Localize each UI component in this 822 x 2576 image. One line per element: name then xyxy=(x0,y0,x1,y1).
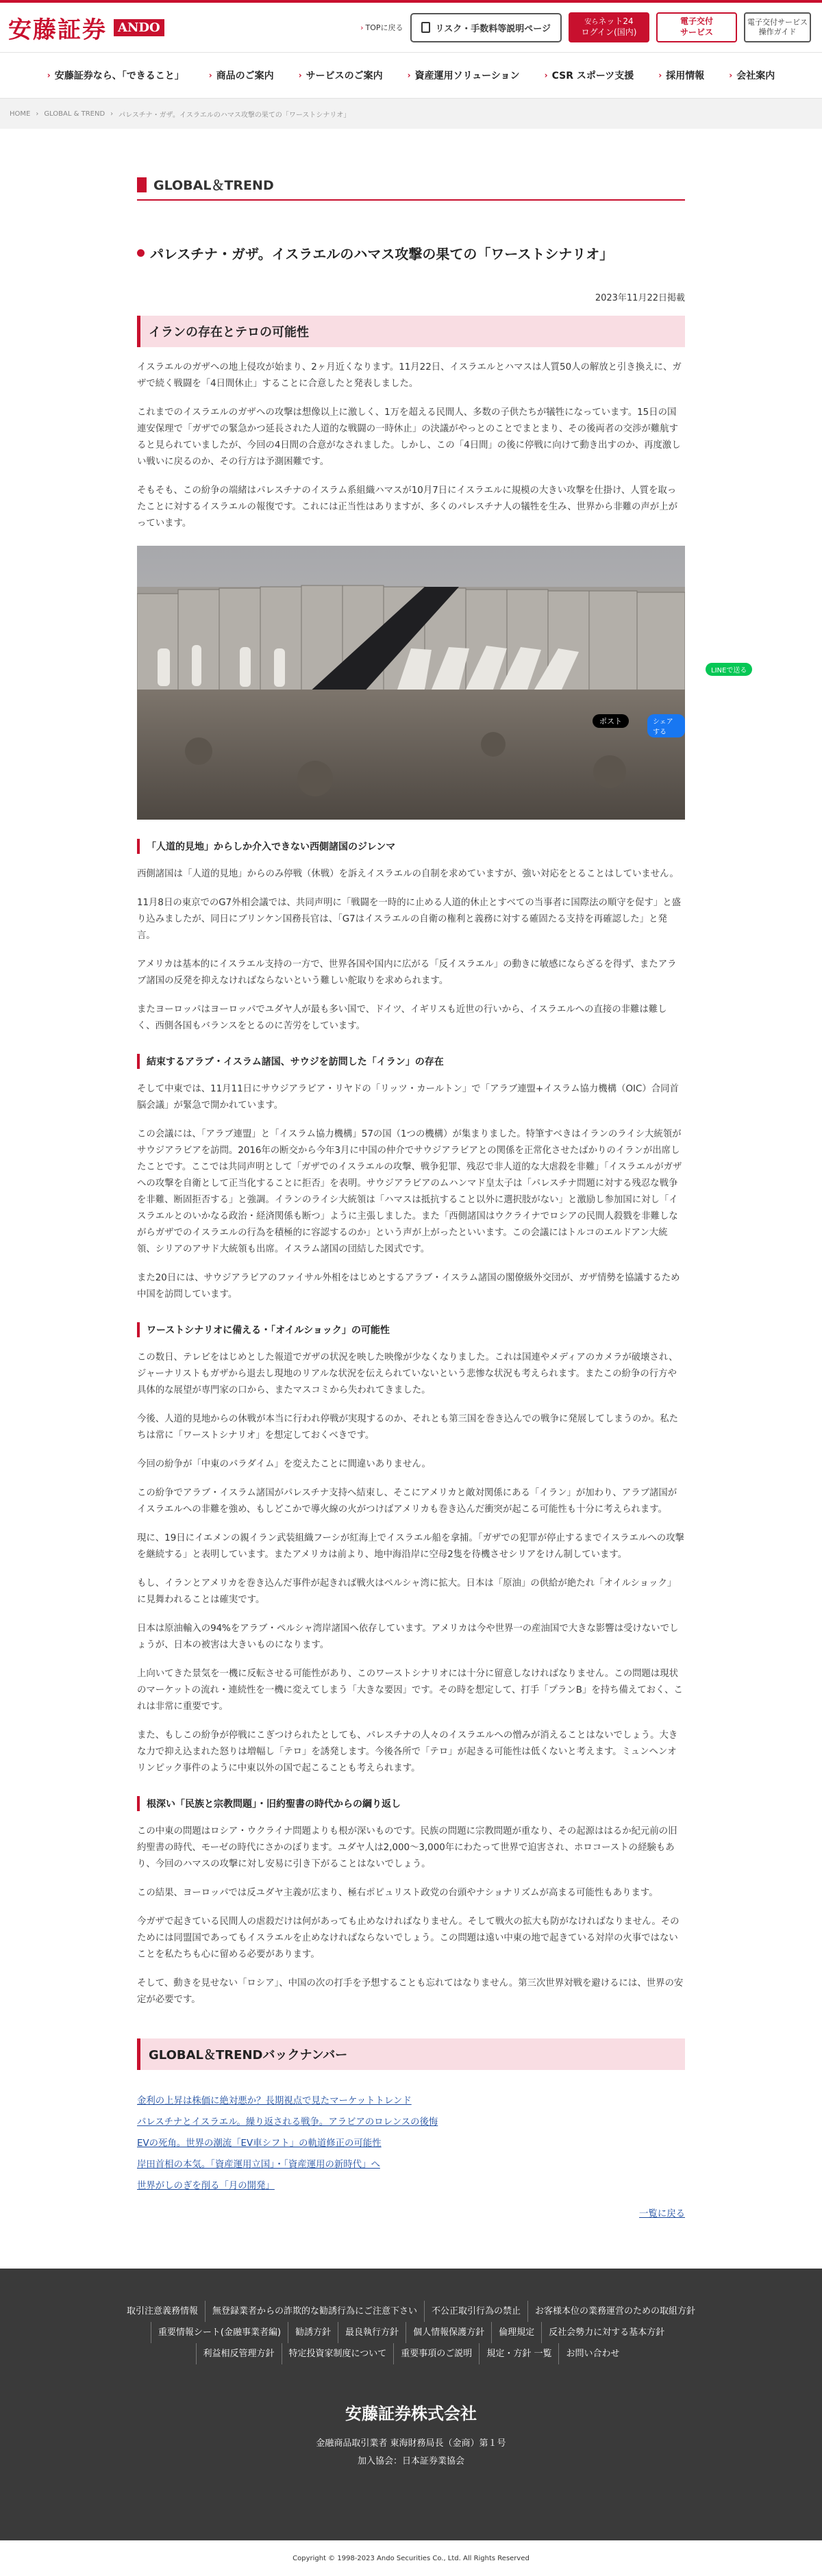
article-subheading: ワーストシナリオに備える・「オイルショック」の可能性 xyxy=(137,1322,685,1337)
nav-item-features[interactable] xyxy=(35,68,197,82)
paragraph: もし、イランとアメリカを巻き込んだ事件が起きれば戦火はペルシャ湾に拡大。日本は「原油」の供給が絶たれ「オイルショック」に見舞われることは確実です。 xyxy=(137,1578,677,1605)
paragraph: アメリカは基本的にイスラエル支持の一方で、世界各国や国内に広がる「反イスラエル」の動きに敏感にならざるを得ず、またアラブ諸国の反発を抑えなければならないという難しい舵取りを求められます。 xyxy=(137,959,677,986)
chevron-right-icon: › xyxy=(47,71,51,80)
share-facebook-button[interactable]: シェアする xyxy=(647,714,685,737)
document-icon xyxy=(421,22,430,33)
chevron-right-icon: › xyxy=(208,71,212,80)
breadcrumb-home[interactable]: HOME xyxy=(10,110,31,118)
e-delivery-guide-button[interactable] xyxy=(744,12,811,42)
nav-item-csr[interactable] xyxy=(532,68,647,82)
paragraph: 日本は原油輸入の94%をアラブ・ペルシャ湾岸諸国へ依存しています。アメリカは今や世界一の産油国で大きな影響は受けないでしょうが、日本の被害は大きいものになります。 xyxy=(137,1624,679,1650)
back-to-list xyxy=(137,2206,685,2219)
net-login-line1: ネット24 xyxy=(598,16,634,27)
logo-kanji: 安藤証券 xyxy=(8,16,107,44)
article-title-text: パレスチナ・ガザ。イスラエルのハマス攻撃の果ての「ワーストシナリオ」 xyxy=(150,246,614,262)
net-login-button[interactable] xyxy=(569,12,649,42)
chevron-right-icon: › xyxy=(298,71,302,80)
footer-links xyxy=(68,2301,754,2364)
backnumber-link[interactable]: 世界がしのぎを削る「月の開発」 xyxy=(137,2181,275,2191)
paragraph: 今回の紛争が「中東のパラダイム」を変えたことに間違いありません。 xyxy=(137,1459,431,1469)
logo[interactable] xyxy=(8,11,164,45)
nav-item-solutions[interactable] xyxy=(395,68,532,82)
footer-link[interactable]: 重要事項のご説明 xyxy=(393,2343,479,2364)
backnumber-list xyxy=(137,2091,685,2197)
backnumber-link[interactable]: EVの死角。世界の潮流「EV車シフト」の軌道修正の可能性 xyxy=(137,2138,382,2149)
arrow-right-icon: › xyxy=(360,23,364,32)
nav-item-label: CSR スポーツ支援 xyxy=(551,71,634,81)
footer-link[interactable]: 倫理規定 xyxy=(491,2322,541,2343)
article-heading: イランの存在とテロの可能性 xyxy=(137,316,685,347)
top-link[interactable] xyxy=(360,22,403,33)
e-delivery-button[interactable] xyxy=(656,12,737,42)
main-nav xyxy=(0,52,822,99)
nav-item-label: 安藤証券なら、「できること」 xyxy=(54,71,184,81)
paragraph: 今ガザで起きている民間人の虐殺だけは何があっても止めなければなりません。そして戦火の拡大も防がなければなりません。そのためには同盟国であってもイスラエルを止めなければならないでしょう。この問題は遠い中東の地で起きている対岸の火事ではないことを私たちも心に留める必要があります。 xyxy=(137,1917,680,1960)
paragraph: 11月8日の東京でのG7外相会議では、共同声明に「戦闘を一時的に止める人道的休止とすべての当事者に国際法の順守を促す」と盛り込みましたが、同日にブリンケン国務長官は、「G7はイスラエルの自衛の権利と義務に対する確固たる支持を再確認した」と発言。 xyxy=(137,898,682,941)
backnumber-link[interactable]: 金利の上昇は株価に絶対悪か？長期視点で見たマーケットトレンド xyxy=(137,2096,412,2106)
company-name: 安藤証券株式会社 xyxy=(345,2404,477,2423)
footer-link[interactable]: 規定・方針 一覧 xyxy=(479,2343,558,2364)
paragraph: この中東の問題はロシア・ウクライナ問題よりも根が深いものです。民族の問題に宗教問題が重なり、その起源ははるか紀元前の旧約聖書の時代、モーゼの時代にさかのぼります。ユダヤ人は2,000～3,000年にわたって世界で迫害され、ホロコーストの経験もあり、今回のハマスの攻撃に対し安易に引き下がることはないでしょう。 xyxy=(137,1826,677,1869)
paragraph: イスラエルのガザへの地上侵攻が始まり、2ヶ月近くなります。11月22日、イスラエルとハマスは人質50人の解放と引き換えに、ガザで続く戦闘を「4日間休止」することに合意したと発表しました。 xyxy=(137,362,682,389)
footer-link[interactable]: 特定投資家制度について xyxy=(282,2343,394,2364)
paragraph: この会議には、「アラブ連盟」と「イスラム協力機構」57の国（1つの機構）が集まりました。特筆すべきはイランのライシ大統領がサウジアラビアを訪問。2016年の断交から今年3月に中国の仲介でサウジアラビアとの関係を正常化させたばかりのイランが出席したことです。ここでは共同声明として「ガザでのイスラエルの攻撃、戦争犯罪、残忍で非人道的な大虐殺を非難」「イスラエルがガザへの攻撃を自衛として正当化することに拒否」を表明。サウジアラビアのムハンマド皇太子は「パレスチナ問題に対する残忍な戦争を非難、断固拒否する」と強調。イランのライシ大統領は「ハマスは抵抗すること以外に選択肢がない」と激励し参加国に対し「イスラエルとのいかなる政治・経済関係も断つ」ように主張しました。また「西側諸国はウクライナでロシアの民間人殺戮を非難しながらガザでのイスラエルの行為を積極的に容認するのか」という声が上がったといいます。この会議にはトルコのエルドアン大統領、シリアのアサド大統領も出席。イスラム諸国の団結した図式です。 xyxy=(137,1129,682,1254)
footer-link[interactable]: 重要情報シート(金融事業者編) xyxy=(151,2322,288,2343)
footer-link[interactable]: 無登録業者からの詐欺的な勧誘行為にご注意下さい xyxy=(205,2301,424,2322)
footer-link[interactable]: 反社会勢力に対する基本方針 xyxy=(541,2322,671,2343)
chevron-right-icon: › xyxy=(729,71,733,80)
nav-item-label: 資産運用ソリューション xyxy=(414,71,520,81)
backnumber-heading: GLOBAL＆TRENDバックナンバー xyxy=(137,2038,685,2070)
footer-link[interactable]: 最良執行方針 xyxy=(338,2322,406,2343)
footer-link[interactable]: 取引注意義務情報 xyxy=(126,2306,198,2316)
breadcrumb-section[interactable]: GLOBAL & TREND xyxy=(44,110,105,118)
e-delivery-guide-line1: 電子交付サービス xyxy=(747,17,808,27)
paragraph: 上向いてきた景気を一機に反転させる可能性があり、このワーストシナリオには十分に留意しなければなりません。この問題は現状のマーケットの流れ・連続性を一機に変えてしまう「大きな要因」です。その時を想定して、打手「プランB」を持ち備えておく、これは非常に重要です。 xyxy=(137,1669,683,1712)
separation-wall-image xyxy=(137,546,685,820)
breadcrumb-current: パレスチナ・ガザ。イスラエルのハマス攻撃の果ての「ワーストシナリオ」 xyxy=(119,111,351,119)
registration-number: 金融商品取引業者 東海財務局長（金商）第１号 xyxy=(316,2438,506,2449)
e-delivery-line1: 電子交付 xyxy=(680,16,713,27)
article-subheading: 結束するアラブ・イスラム諸国、サウジを訪問した「イラン」の存在 xyxy=(137,1054,685,1069)
registration-info xyxy=(0,2435,822,2471)
breadcrumb-separator: › xyxy=(36,110,39,118)
site-header xyxy=(0,0,822,52)
e-delivery-guide-line2: 操作ガイド xyxy=(758,27,797,36)
paragraph: これまでのイスラエルのガザへの攻撃は想像以上に激しく、1万を超える民間人、多数の子供たちが犠牲になっています。15日の国連安保理で「ガザでの緊急かつ延長された人道的な戦闘の一時休止」の決議がやっとのことでまとまり、その後両者の交渉が難航すると見られていましたが、今回の4日間の合意がなされました。しかし、この「4日間」の後に停戦に向けて動き出すのか、再度激しい戦いに戻るのか、その行方は予測困難です。 xyxy=(137,407,681,467)
paragraph: 西側諸国は「人道的見地」からのみ停戦（休戦）を訴えイスラエルの自制を求めていますが、強い対応をとることはしていません。 xyxy=(137,869,679,879)
article-date: 2023年11月22日掲載 xyxy=(595,293,685,303)
footer-link[interactable]: 不公正取引行為の禁止 xyxy=(424,2301,527,2322)
site-footer xyxy=(0,2269,822,2540)
e-delivery-line2: サービス xyxy=(680,27,713,37)
risk-button-label: リスク・手数料等説明ページ xyxy=(435,23,551,34)
paragraph: そして中東では、11月11日にサウジアラビア・リヤドの「リッツ・カールトン」で「アラブ連盟+イスラム協力機構（OIC）合同首脳会議」が緊急で開かれています。 xyxy=(137,1084,679,1111)
footer-link[interactable]: 個人情報保護方針 xyxy=(406,2322,491,2343)
net-login-prefix: 安ら xyxy=(584,18,599,27)
section-title-text: GLOBAL＆TREND xyxy=(153,178,274,193)
share-line-button[interactable]: LINEで送る xyxy=(706,663,752,676)
net-login-line2: ログイン(国内) xyxy=(581,27,637,37)
nav-item-label: 商品のご案内 xyxy=(216,71,274,81)
footer-link[interactable]: お客様本位の業務運営のための取組方針 xyxy=(527,2301,702,2322)
breadcrumb-separator: › xyxy=(110,110,114,118)
paragraph: 今後、人道的見地からの休戦が本当に行われ停戦が実現するのか、それとも第三国を巻き込んでの戦争に発展してしまうのか。私たちは常に「ワーストシナリオ」を想定しておくべきです。 xyxy=(137,1414,679,1441)
nav-item-products[interactable] xyxy=(197,68,286,82)
nav-item-company[interactable] xyxy=(717,68,787,82)
nav-item-services[interactable] xyxy=(286,68,395,82)
paragraph: 現に、19日にイエメンの親イラン武装組織フーシが紅海上でイスラエル船を拿捕。「ガザでの犯罪が停止するまでイスラエルへの攻撃を継続する」と表明しています。またアメリカは前より、地中海沿岸に空母2隻を待機させシリアをけん制しています。 xyxy=(137,1533,684,1560)
footer-link[interactable]: 勧誘方針 xyxy=(288,2322,338,2343)
article-photo xyxy=(137,546,685,820)
chevron-right-icon: › xyxy=(544,71,548,80)
article-subheading: 「人道的見地」からしか介入できない西側諸国のジレンマ xyxy=(137,839,685,854)
article-title xyxy=(137,243,685,263)
main-content xyxy=(137,129,685,2219)
paragraph: この紛争でアラブ・イスラム諸国がパレスチナ支持へ結束し、そこにアメリカと敵対関係にある「イラン」が加わり、アラブ諸国がイスラエルへの非難を強め、もしどこかで導火線の火がつけばアメリカも巻き込んだ衝突が起こる可能性も十分に考えられます。 xyxy=(137,1488,677,1515)
paragraph: またヨーロッパはヨーロッパでユダヤ人が最も多い国で、ドイツ、イギリスも近世の行いから、イスラエルへの直接の非難は難しく、西側各国もバランスをとるのに苦労をしています。 xyxy=(137,1005,667,1031)
footer-link[interactable]: お問い合わせ xyxy=(558,2343,626,2364)
section-title xyxy=(137,175,685,201)
copyright: Copyright © 1998-2023 Ando Securities Co., Ltd. All Rights Reserved xyxy=(292,2554,530,2562)
back-to-list-link[interactable]: 一覧に戻る xyxy=(639,2209,685,2219)
paragraph: また、もしこの紛争が停戦にこぎつけられたとしても、パレスチナの人々のイスラエルへの憎みが消えることはないでしょう。大きな力で抑え込まれた怒りは増幅し「テロ」を誘発します。今後各所で「テロ」が起きる可能性は低くないと考えます。ミュンヘンオリンピック事件のように中東以外の国で起こることも考えられます。 xyxy=(137,1730,678,1773)
chevron-right-icon: › xyxy=(658,71,662,80)
chevron-right-icon: › xyxy=(407,71,411,80)
paragraph: そして、動きを見せない「ロシア」、中国の次の打手を予想することも忘れてはなりません。第三次世界対戦を避けるには、世界の安定が必要です。 xyxy=(137,1978,684,2005)
breadcrumb xyxy=(0,99,822,129)
nav-item-label: 採用情報 xyxy=(666,71,705,81)
article-subheading: 根深い「民族と宗教問題」・旧約聖書の時代からの綱り返し xyxy=(137,1796,685,1811)
backnumber-link[interactable]: パレスチナとイスラエル。繰り返される戦争。アラビアのロレンスの後悔 xyxy=(137,2117,438,2127)
paragraph: また20日には、サウジアラビアのファイサル外相をはじめとするアラブ・イスラム諸国の閣僚級外交団が、ガザ情勢を協議するため中国を訪問しています。 xyxy=(137,1273,680,1300)
bullet-icon xyxy=(137,249,145,257)
footer-link[interactable]: 利益相反管理方針 xyxy=(196,2343,282,2364)
association: 加入協会：日本証券業協会 xyxy=(357,2456,464,2466)
top-link-label: TOPに戻る xyxy=(365,23,403,32)
risk-button[interactable] xyxy=(410,13,562,42)
paragraph: そもそも、この紛争の端緒はパレスチナのイスラム系組織ハマスが10月7日にイスラエルに規模の大きい攻撃を仕掛け、人質を取ったことに対するイスラエルの報復です。これには正当性はありますが、多くのパレスチナ人の犠牲を生み、世界から非難の声が上がっています。 xyxy=(137,485,677,529)
paragraph: この結果、ヨーロッパでは反ユダヤ主義が広まり、極右ポピュリスト政党の台頭やナショナリズムが高まる可能性もあります。 xyxy=(137,1888,658,1898)
logo-ando: ANDO xyxy=(114,19,164,36)
share-x-button[interactable]: ポスト xyxy=(593,714,629,728)
section-bar xyxy=(137,177,147,192)
nav-item-label: 会社案内 xyxy=(736,71,775,81)
nav-item-recruit[interactable] xyxy=(646,68,717,82)
nav-item-label: サービスのご案内 xyxy=(306,71,383,81)
paragraph: この数日、テレビをはじめとした報道でガザの状況を映した映像が少なくなりました。これは国連やメディアのカメラが破壊され、ジャーナリストもガザから退去し現地のリアルな状況を伝えられていないという悲惨な状況も考えられます。またこの紛争の行方や具体的な展望が専門家の口から、またマスコミから失われてきました。 xyxy=(137,1352,678,1396)
backnumber-link[interactable]: 岸田首相の本気。「資産運用立国」・「資産運用の新時代」へ xyxy=(137,2160,380,2170)
